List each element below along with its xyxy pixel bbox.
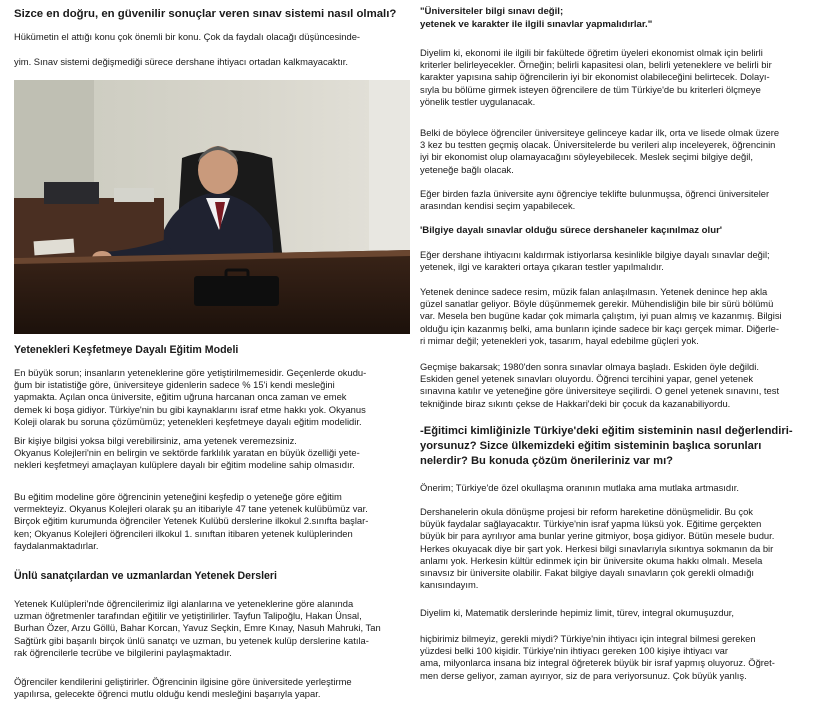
text-line: hiçbirimiz bilmeyiz, gerekli miydi? Türkiye'nin ihtiyacı için integral bilmesi gereken: [420, 633, 756, 644]
text-line: ğum bir istatistiğe göre, üniversiteye gidenlerin sadece % 15'i kendi mesleğini: [14, 379, 335, 391]
text-line: uzman öğretmenler tarafından eğitilir ve yetiştirilirler. Tayfun Talipoğlu, Hakan Ünsal,: [14, 610, 362, 622]
text-line: olduğu için kazanmış belki, ama bunların içinde sadece bir kaçı gerçek mimar. Diğerle-: [420, 322, 780, 334]
text-line: anlamı yok. Herkesin kültür edinmek için bir üniversite okuma hakkı olmalı. Mesela: [420, 554, 763, 566]
section1-paragraph: [14, 491, 410, 552]
text-line: yüzdesi belki 100 kişidir. Türkiye'nin ihtiyacı gereken 100 kişiye ihtiyacı var: [420, 645, 729, 657]
text-line: büyük faydalar sağlayacaktır. Türkiye'nin israf yapma lüksü yok. Eğitime gerçekten: [420, 518, 762, 530]
paragraph: [420, 633, 816, 682]
text-line: Burhan Özer, Arzu Göllü, Bahar Korcan, Yavuz Seçkin, Emre Kınay, Nasuh Mahruki, Tan: [14, 622, 381, 634]
text-line: vermekteyiz. Okyanus Kolejleri olarak şu an itibariyle 47 tane yetenek kulübümüz var.: [14, 503, 368, 515]
text-line: büyük bir para ayrılıyor ama bunlar yerine gitmiyor, boşa gidiyor. Bütün mesele budur.: [420, 530, 775, 542]
pull-quote-line: "Üniversiteler bilgi sınavı değil;: [420, 6, 564, 17]
text-line: var. Mesela ben bugüne kadar çok mimarla çalıştım, iyi puan almış ve kazanmış. Bilgisi: [420, 310, 782, 322]
section1-paragraph: [14, 367, 410, 428]
text-line: iyi bir ekonomist olup olamayacağını söyleyebilecek. Meslek seçimi bilgiye değil,: [420, 151, 753, 163]
paragraph: [420, 361, 816, 410]
section1-paragraph: [14, 435, 410, 472]
text-line: Okyanus Kolejleri'nin en belirgin ve sektörde farklılık yaratan en büyük özelliği yete-: [14, 447, 360, 459]
text-line: sınavına katılır ve yeteneğine göre üniversiteye seçilirdi. O genel yetenek sınavını, test: [420, 385, 780, 397]
text-line: güzel sanatlar geliyor. Böyle düşünmemek gerekir. Mühendisliğin bile bir sürü bölümü: [420, 298, 774, 310]
text-line: ri mimar değil; yetenekleri yok, tasarım, hayal edebilme güçleri yok.: [420, 334, 699, 346]
text-line: Yetenek Kulüpleri'nde öğrencilerimiz ilgi alanlarına ve yeteneklerine göre alanında: [14, 598, 354, 609]
text-line: Bu eğitim modeline göre öğrencinin yeteneğini keşfedip o yeteneğe göre eğitim: [14, 491, 342, 502]
text-line: Eğer dershane ihtiyacını kaldırmak istiyorlarsa kesinlikle bilgiye dayalı sınavlar değil;: [420, 249, 770, 260]
section-title-talent-model: Yetenekleri Keşfetmeye Dayalı Eğitim Modeli: [14, 344, 239, 356]
section2-paragraph: [14, 676, 410, 700]
paragraph: [420, 249, 816, 273]
paragraph: [420, 47, 816, 108]
paragraph: [420, 188, 816, 212]
page-headline: Sizce en doğru, en güvenilir sonuçlar veren sınav sistemi nasıl olmalı?: [14, 8, 397, 20]
interview-question: -Eğitimci kimliğinizle Türkiye'deki eğitim sisteminin nasıl değerlendiri-: [420, 425, 793, 437]
text-line: Belki de böylece öğrenciler üniversiteye gelinceye kadar ilk, orta ve lisede olmak üzere: [420, 127, 780, 138]
paragraph: [420, 127, 816, 176]
intro-line: yim. Sınav sistemi değişmediği sürece dershane ihtiyacı ortadan kalkmayacaktır.: [14, 56, 349, 67]
text-line: yönelik testler uygulanacak.: [420, 95, 536, 107]
interview-question: nelerdir? Bu konuda çözüm önerileriniz var mı?: [420, 455, 674, 467]
text-line: rak öğrencilerle tecrübe ve bilgilerini paylaşmaktadır.: [14, 646, 232, 658]
text-line: nekleri keşfetmeyi amaçlayan kulüplere dayalı bir eğitim modeline sahip olmasıdır.: [14, 459, 355, 471]
text-line: ken; Okyanus Kolejleri öğrencileri ilkokul 1. sınıftan itibaren yetenek kulüplerinden: [14, 527, 353, 539]
text-line: Önerim; Türkiye'de özel okullaşma oranının mutlaka ama mutlaka artmasıdır.: [420, 482, 739, 493]
text-line: 3 kez bu testten geçmiş olacak. Üniversitelerde bu verileri alıp inceleyerek, öğrencinin: [420, 139, 776, 151]
paragraph: [420, 607, 816, 619]
text-line: Bir kişiye bilgisi yoksa bilgi verebilirsiniz, ama yetenek veremezsiniz.: [14, 435, 297, 446]
text-line: demek ki boşa gidiyor. Türkiye'nin bu gibi kaynaklarını israf etme hakkı yok. Okyanus: [14, 403, 366, 415]
pull-quote-line: yetenek ve karakter ile ilgili sınavlar yapmalıdırlar.": [420, 19, 653, 30]
text-line: Koleji olarak bu soruna çözümümüz; yetenekleri keşfetmeye dayalı eğitim modelidir.: [14, 415, 362, 427]
text-line: ama, milyonlarca insana biz integral öğreterek büyük bir israf yapmış oluyoruz. Öğret-: [420, 657, 775, 669]
text-line: Herkes okuyacak diye bir şart yok. Herkesi bilgi sınavlarıyla sıkıntıya sokmanın da bir: [420, 542, 774, 554]
text-line: kanısındayım.: [420, 579, 479, 591]
text-line: karakter yapısına sahip öğrencilerin iyi bir ekonomist olabileceğini belirtecek. Dolayı-: [420, 71, 770, 83]
text-line: Dershanelerin okula dönüşme projesi bir reform hareketine dönüşmelidir. Bu çok: [420, 506, 753, 517]
text-line: Diyelim ki, ekonomi ile ilgili bir fakültede öğretim üyeleri ekonomist olmak için belirli: [420, 47, 763, 58]
paragraph: [420, 286, 816, 347]
text-line: yetenek, ilgi ve karakteri ortaya çıkaran testler yapılmalıdır.: [420, 261, 664, 273]
text-line: Öğrenciler kendilerini geliştirirler. Öğrencinin ilgisine göre üniversitede yerleştirme: [14, 676, 352, 687]
text-line: En büyük sorun; insanların yeteneklerine göre yetiştirilmemesidir. Geçenlerde okudu-: [14, 367, 367, 378]
text-line: Geçmişe bakarsak; 1980'den sonra sınavlar olmaya başladı. Eskiden öyle değildi.: [420, 361, 759, 372]
paragraph: [420, 506, 816, 591]
text-line: yapmakta. Açılan onca üniversite, eğitim uğruna harcanan onca zaman ve emek: [14, 391, 347, 403]
text-line: Diyelim ki, Matematik derslerinde hepimiz limit, türev, integral okumuşuzdur,: [420, 607, 734, 618]
text-line: Sağtürk gibi başarılı birçok ünlü sanatçı ve uzman, bu yetenek kulüp derslerine katıla-: [14, 634, 369, 646]
subheading: 'Bilgiye dayalı sınavlar olduğu sürece dershaneler kaçınılmaz olur': [420, 225, 723, 236]
intro-line: Hükümetin el attığı konu çok önemli bir konu. Çok da faydalı olacağı düşüncesinde-: [14, 31, 361, 42]
interview-question: yorsunuz? Sizce ülkemizdeki eğitim sisteminin başlıca sorunları: [420, 440, 762, 452]
text-line: tekniğinde biraz sıkıntı çekse de Hakkari'deki bir çocuk da kazanabiliyordu.: [420, 397, 731, 409]
section2-paragraph: [14, 598, 410, 659]
text-line: Yetenek denince sadece resim, müzik falan anlaşılmasın. Yetenek denince hep akla: [420, 286, 768, 297]
text-line: yapılırsa, gelecekte öğrenci mutlu olduğu kendi mesleğini başarıyla yapar.: [14, 688, 321, 700]
section-title-talent-lessons: Ünlü sanatçılardan ve uzmanlardan Yetenek Dersleri: [14, 570, 277, 582]
text-line: sınavsız bir üniversite olabilir. Fakat bilgiye dayalı sınavların çok gerekli olmadığı: [420, 567, 755, 579]
text-line: yeteneğe bağlı olacak.: [420, 163, 514, 175]
text-line: sıyla bu bölüme girmek isteyen öğrencilere de tüm Türkiye'de bu kriterleri ölçmeye: [420, 83, 761, 95]
text-line: Eğer birden fazla üniversite aynı öğrenciye teklifte bulunmuşsa, öğrenci üniversiteler: [420, 188, 770, 199]
text-line: kriterler belirleyecekler. Örneğin; belirli kapasitesi olan, belirli yeteneklere ve belirli bir: [420, 59, 772, 71]
portrait-photo: [14, 80, 410, 334]
text-line: arasından kendisi seçim yapabilecek.: [420, 200, 576, 212]
text-line: men derse geliyor, zaman ayırıyor, siz de para veriyorsunuz. Çok büyük yanlış.: [420, 669, 747, 681]
text-line: faydalanmaktadırlar.: [14, 539, 99, 551]
paragraph: [420, 482, 816, 494]
text-line: Birçok eğitim kurumunda öğrenciler Yetenek Kulübü derslerine ilkokul 2.sınıfta başlar-: [14, 515, 369, 527]
text-line: Eskiden genel yetenek sınavları oluyordu. Öğrenci tercihini yapar, genel yetenek: [420, 373, 754, 385]
